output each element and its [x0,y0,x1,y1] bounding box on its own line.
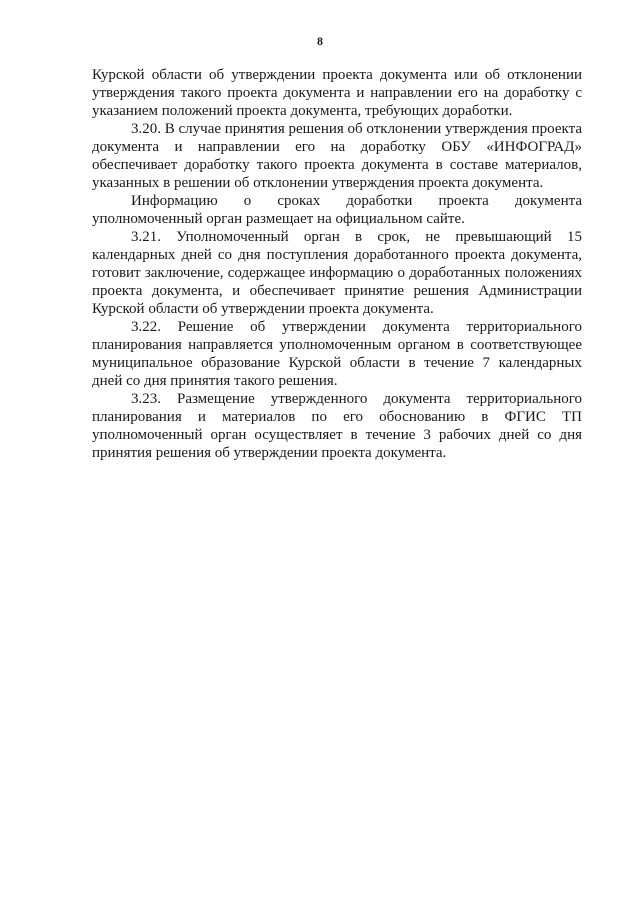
paragraph-3-20: 3.20. В случае принятия решения об отклонении утверждения проекта документа и направлении его на доработку ОБУ «ИНФОГРАД» обеспечивает доработку такого проекта документа в составе материалов, указанных в решении об отклонении утверждения проекта документа. [92,121,582,191]
paragraph-3-23: 3.23. Размещение утвержденного документа территориального планирования и материалов по его обоснованию в ФГИС ТП уполномоченный орган осуществляет в течение 3 рабочих дней со дня принятия решения об утверждении проекта документа. [92,391,582,461]
paragraph-continuation: Курской области об утверждении проекта документа или об отклонении утверждения такого проекта документа и направлении его на доработку с указанием положений проекта документа, требующих доработки. [92,67,582,119]
page-number: 8 [317,34,323,48]
document-body [92,66,582,462]
paragraph-3-21: 3.21. Уполномоченный орган в срок, не превышающий 15 календарных дней со дня поступления доработанного проекта документа, готовит заключение, содержащее информацию о доработанных положениях проекта документа, и обеспечивает принятие решения Администрации Курской области об утверждении проекта документа. [92,229,582,317]
paragraph-info-deadlines: Информацию о сроках доработки проекта документа уполномоченный орган размещает на официальном сайте. [92,193,582,227]
paragraph-3-22: 3.22. Решение об утверждении документа территориального планирования направляется уполномоченным органом в соответствующее муниципальное образование Курской области в течение 7 календарных дней со дня принятия такого решения. [92,319,582,389]
